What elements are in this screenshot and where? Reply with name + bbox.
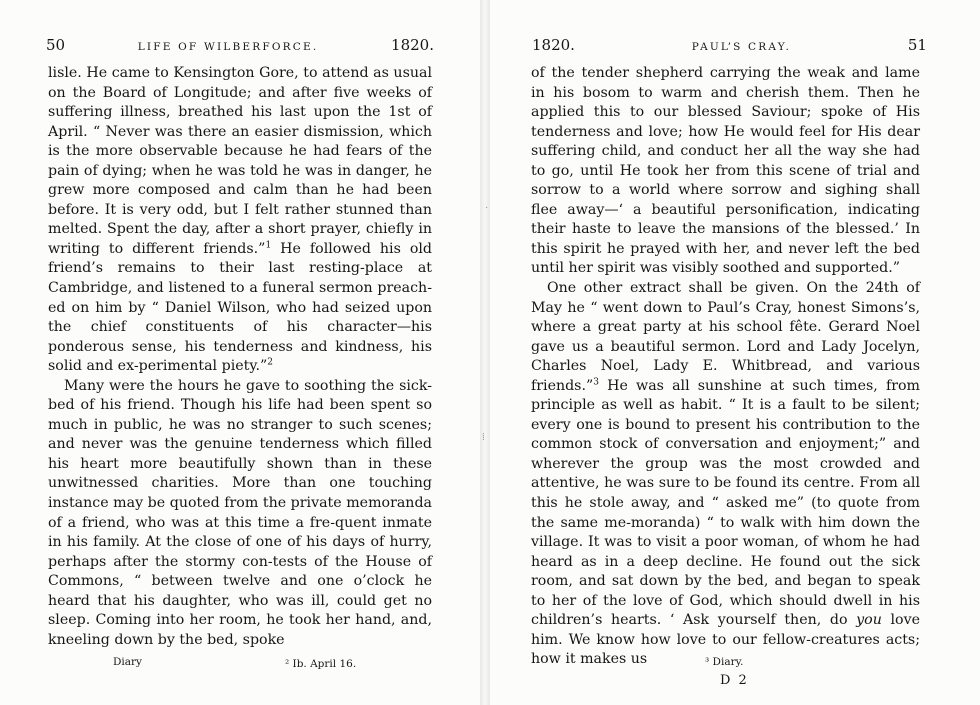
footnote-marker-2: 2 bbox=[267, 357, 273, 368]
left-running-title: LIFE OF WILBERFORCE. bbox=[137, 41, 319, 53]
right-paragraph-1-text: of the tender shepherd carrying the weak and lame in his bosom to warm and cherish them. Then he applied this to our blessed Saviour; spoke of His tenderness and love; how He would feel for His dear suffering child, and conduct her all the way she had to go, until He took her from this scene of trial and sorrow to a world where sorrow and sighing shall flee away—‘ a beautiful personification, indicating their haste to leave the mansions of the blessed.’ In this spirit he prayed with her, and never left the bed until her spirit was visibly soothed and supported.” bbox=[531, 65, 920, 277]
left-footnote-1: Diary bbox=[113, 656, 142, 668]
left-page-number: 50 bbox=[46, 36, 66, 54]
left-paragraph bbox=[48, 377, 432, 651]
right-paragraph bbox=[531, 279, 920, 670]
left-paragraph-2-text: He followed his old friend’s remains to their last resting-place at Cambridge, and listened to a funeral sermon preach-ed on him by “ Daniel Wilson, who had seized upon the chief constituents of his character—his ponderous sense, his tenderness and kindness, his solid and ex-perimental piety.” bbox=[48, 240, 432, 375]
right-paragraph bbox=[531, 64, 920, 279]
right-paragraph-4-text: love him. We know how love to our fellow-creatures acts; how it makes us bbox=[531, 612, 920, 668]
stray-mark: · bbox=[485, 203, 489, 214]
right-running-head bbox=[532, 36, 927, 58]
right-body-text bbox=[531, 64, 920, 670]
right-running-year: 1820. bbox=[532, 36, 575, 54]
emphasis-you: you bbox=[856, 612, 882, 629]
right-paragraph-2-text: One other extract shall be given. On the 24th of May he “ went down to Paul’s Cray, honest Simons’s, where a great party at his school fête. Gerard Noel gave us a beautiful sermon. Lord and Lady Jocelyn, Charles Noel, Lady E. Whitbread, and various friends.” bbox=[531, 280, 920, 394]
right-running-title: PAUL’S CRAY. bbox=[691, 41, 792, 53]
left-running-year: 1820. bbox=[391, 36, 434, 54]
right-footnote-1: ³ Diary. bbox=[705, 656, 744, 668]
footnote-marker-1: 1 bbox=[265, 240, 272, 251]
right-page bbox=[482, 0, 980, 705]
signature-mark: D 2 bbox=[720, 673, 749, 688]
left-body-text bbox=[48, 64, 432, 650]
left-footnote-2: ² Ib. April 16. bbox=[285, 658, 357, 670]
left-paragraph-1-text: lisle. He came to Kensington Gore, to attend as usual on the Board of Longitude; and after five weeks of suffering illness, breathed his last upon the 1st of April. “ Never was there an easier dismission, which is the more observable because he had fears of the pain of dying; when he was told he was in danger, he grew more composed and calm than he had been before. It is very odd, but I felt rather stunned than melted. Spent the day, after a short prayer, chiefly in writing to different friends.” bbox=[48, 65, 432, 257]
left-running-head bbox=[46, 36, 434, 58]
left-paragraph-3-text: Many were the hours he gave to soothing the sick-bed of his friend. Though his life had been spent so much in public, he was no stranger to such scenes; and never was the genuine tenderness which filled his heart more beautifully shown than in these unwitnessed charities. More than one touching instance may be quoted from the private memoranda of a friend, who was at this time a fre-quent inmate in his family. At the close of one of his days of hurry, perhaps after the stormy con-tests of the House of Commons, “ between twelve and one o’clock he heard that his daughter, who was ill, could get no sleep. Coming into her room, he took her hand, and, kneeling down by the bed, spoke bbox=[48, 377, 432, 648]
footnote-marker-3: 3 bbox=[593, 377, 599, 388]
book-gutter bbox=[480, 0, 490, 705]
right-page-number: 51 bbox=[907, 36, 927, 54]
stray-mark: ⁞ bbox=[482, 432, 485, 443]
left-paragraph bbox=[48, 64, 432, 377]
left-page bbox=[0, 0, 480, 705]
right-paragraph-3-text: He was all sunshine at such times, from principle as well as habit. “ It is a fault to be silent; every one is bound to present his contribution to the common stock of conversation and enjoyment;” and wherever the group was the most crowded and attentive, he was sure to be found its centre. From all this he stole away, and “ asked me” (to quote from the same me-moranda) “ to walk with him down the village. It was to visit a poor woman, of whom he had heard as in a deep decline. He found out the sick room, and sat down by the bed, and began to speak to her of the love of God, which should dwell in his children’s hearts. ‘ Ask yourself then, do bbox=[531, 377, 920, 629]
